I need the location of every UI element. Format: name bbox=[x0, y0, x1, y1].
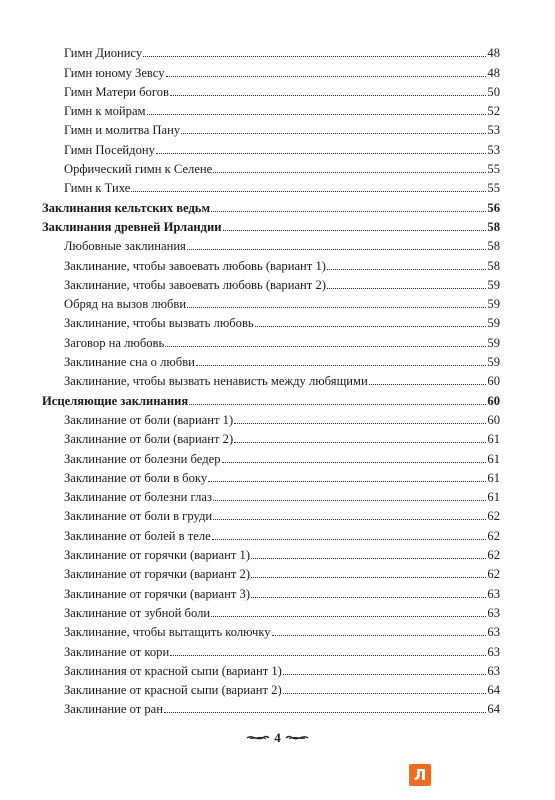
watermark-logo bbox=[409, 764, 431, 786]
toc-entry-title: Заклинание сна о любви bbox=[64, 355, 195, 370]
dot-leader bbox=[143, 56, 486, 57]
toc-entry bbox=[42, 157, 500, 176]
toc-entry-page: 63 bbox=[487, 605, 500, 620]
dot-leader bbox=[234, 442, 486, 443]
toc-section-entry bbox=[42, 388, 500, 407]
toc-entry-title: Гимн к Тихе bbox=[64, 181, 131, 196]
toc-entry bbox=[42, 659, 500, 678]
dot-leader bbox=[251, 577, 486, 578]
toc-entry bbox=[42, 446, 500, 465]
toc-entry-page: 48 bbox=[487, 65, 500, 80]
toc-entry-page: 63 bbox=[487, 625, 500, 640]
toc-entry-title: Заклинания от красной сыпи (вариант 1) bbox=[64, 663, 282, 678]
dot-leader bbox=[327, 269, 486, 270]
toc-entry-title: Гимн Дионису bbox=[64, 46, 143, 61]
dot-leader bbox=[222, 462, 487, 463]
table-of-contents bbox=[42, 41, 500, 716]
toc-entry-title: Заклинание от горячки (вариант 1) bbox=[64, 548, 251, 563]
dot-leader bbox=[255, 326, 487, 327]
toc-entry bbox=[42, 137, 500, 156]
toc-entry-title: Гимн Посейдону bbox=[64, 142, 155, 157]
dot-leader bbox=[213, 500, 486, 501]
toc-entry-page: 63 bbox=[487, 586, 500, 601]
dot-leader bbox=[181, 133, 486, 134]
toc-entry-page: 62 bbox=[487, 567, 500, 582]
toc-entry-title: Заклинание, чтобы вытащить колючку bbox=[64, 625, 271, 640]
dot-leader bbox=[223, 230, 487, 231]
toc-entry-page: 62 bbox=[487, 509, 500, 524]
dot-leader bbox=[165, 346, 486, 347]
toc-entry-page: 61 bbox=[487, 470, 500, 485]
toc-entry-title: Заклинание, чтобы вызвать ненависть между любящими bbox=[64, 374, 368, 389]
toc-entry-title: Заклинание от боли (вариант 1) bbox=[64, 412, 234, 427]
dot-leader bbox=[208, 481, 486, 482]
toc-entry-title: Заклинание от болей в теле bbox=[64, 528, 211, 543]
toc-entry-title: Орфический гимн к Селене bbox=[64, 162, 213, 177]
toc-entry bbox=[42, 485, 500, 504]
page-number: 4 bbox=[274, 730, 281, 745]
toc-entry bbox=[42, 176, 500, 195]
toc-entry-page: 50 bbox=[487, 84, 500, 99]
dot-leader bbox=[170, 655, 486, 656]
dot-leader bbox=[272, 635, 487, 636]
toc-entry bbox=[42, 562, 500, 581]
toc-entry-title: Гимн к мойрам bbox=[64, 104, 146, 119]
dot-leader bbox=[283, 674, 487, 675]
toc-entry-page: 55 bbox=[487, 181, 500, 196]
toc-entry-page: 63 bbox=[487, 663, 500, 678]
toc-entry bbox=[42, 543, 500, 562]
toc-entry-title: Заклинание, чтобы вызвать любовь bbox=[64, 316, 254, 331]
toc-entry bbox=[42, 466, 500, 485]
dot-leader bbox=[147, 114, 487, 115]
toc-entry-page: 58 bbox=[487, 258, 500, 273]
toc-entry bbox=[42, 273, 500, 292]
toc-entry bbox=[42, 601, 500, 620]
toc-entry-page: 59 bbox=[487, 316, 500, 331]
dot-leader bbox=[283, 693, 487, 694]
toc-entry-page: 53 bbox=[487, 142, 500, 157]
toc-entry-title: Заклинание, чтобы завоевать любовь (вариант 1) bbox=[64, 258, 326, 273]
toc-entry-page: 59 bbox=[487, 297, 500, 312]
dot-leader bbox=[251, 558, 486, 559]
toc-entry bbox=[42, 60, 500, 79]
toc-section-entry bbox=[42, 215, 500, 234]
dot-leader bbox=[156, 153, 486, 154]
toc-entry-title: Заклинание от боли в груди bbox=[64, 509, 213, 524]
toc-entry-title: Заклинание от кори bbox=[64, 644, 170, 659]
dot-leader bbox=[189, 404, 486, 405]
toc-entry bbox=[42, 99, 500, 118]
toc-entry-page: 62 bbox=[487, 548, 500, 563]
toc-entry-title: Заклинание от ран bbox=[64, 702, 163, 717]
toc-entry bbox=[42, 620, 500, 639]
toc-entry-page: 64 bbox=[487, 683, 500, 698]
toc-entry-page: 60 bbox=[487, 412, 500, 427]
toc-entry-title: Заклинание от болезни глаз bbox=[64, 490, 212, 505]
toc-entry-title: Гимн Матери богов bbox=[64, 84, 169, 99]
toc-entry-title: Заклинание от горячки (вариант 3) bbox=[64, 586, 251, 601]
watermark-letter: Л bbox=[413, 766, 427, 784]
dot-leader bbox=[327, 288, 486, 289]
dot-leader bbox=[234, 423, 486, 424]
toc-entry-title: Гимн и молитва Пану bbox=[64, 123, 181, 138]
dot-leader bbox=[213, 519, 486, 520]
toc-entry bbox=[42, 581, 500, 600]
dot-leader bbox=[369, 384, 487, 385]
toc-entry bbox=[42, 253, 500, 272]
page-number-ornament bbox=[246, 730, 309, 746]
dot-leader bbox=[196, 365, 487, 366]
toc-entry-page: 52 bbox=[487, 104, 500, 119]
flourish-right-icon bbox=[285, 733, 309, 743]
toc-entry bbox=[42, 234, 500, 253]
toc-entry-page: 48 bbox=[487, 46, 500, 61]
toc-entry-title: Гимн юному Зевсу bbox=[64, 65, 165, 80]
toc-entry-title: Любовные заклинания bbox=[64, 239, 186, 254]
toc-entry bbox=[42, 408, 500, 427]
toc-entry-page: 61 bbox=[487, 432, 500, 447]
toc-entry-page: 53 bbox=[487, 123, 500, 138]
toc-entry bbox=[42, 311, 500, 330]
dot-leader bbox=[211, 211, 486, 212]
toc-entry-title: Заклинания древней Ирландии bbox=[42, 219, 222, 234]
toc-entry-page: 59 bbox=[487, 335, 500, 350]
toc-entry-page: 58 bbox=[487, 219, 500, 234]
toc-entry-title: Заклинание от горячки (вариант 2) bbox=[64, 567, 251, 582]
toc-entry bbox=[42, 678, 500, 697]
toc-entry bbox=[42, 697, 500, 716]
toc-entry-page: 62 bbox=[487, 528, 500, 543]
toc-entry bbox=[42, 41, 500, 60]
toc-entry-page: 56 bbox=[487, 200, 500, 215]
toc-entry-title: Заклинание от боли (вариант 2) bbox=[64, 432, 234, 447]
toc-entry bbox=[42, 427, 500, 446]
toc-entry-page: 59 bbox=[487, 355, 500, 370]
dot-leader bbox=[211, 616, 486, 617]
toc-entry-page: 64 bbox=[487, 702, 500, 717]
toc-entry bbox=[42, 639, 500, 658]
toc-entry bbox=[42, 523, 500, 542]
toc-section-entry bbox=[42, 195, 500, 214]
toc-entry-title: Заклинание от красной сыпи (вариант 2) bbox=[64, 683, 282, 698]
toc-entry-title: Заклинание, чтобы завоевать любовь (вариант 2) bbox=[64, 277, 326, 292]
dot-leader bbox=[212, 539, 487, 540]
toc-entry-title: Заклинание от болезни бедер bbox=[64, 451, 221, 466]
dot-leader bbox=[251, 597, 486, 598]
dot-leader bbox=[131, 191, 486, 192]
toc-entry-title: Исцеляющие заклинания bbox=[42, 393, 189, 408]
toc-entry-page: 60 bbox=[487, 393, 500, 408]
toc-entry bbox=[42, 292, 500, 311]
dot-leader bbox=[166, 76, 487, 77]
toc-entry-title: Заклинание от боли в боку bbox=[64, 470, 208, 485]
flourish-left-icon bbox=[246, 733, 270, 743]
toc-entry bbox=[42, 369, 500, 388]
toc-entry-page: 63 bbox=[487, 644, 500, 659]
dot-leader bbox=[187, 307, 486, 308]
toc-entry-page: 59 bbox=[487, 277, 500, 292]
toc-entry bbox=[42, 330, 500, 349]
toc-entry-title: Заклинания кельтских ведьм bbox=[42, 200, 211, 215]
toc-entry bbox=[42, 80, 500, 99]
toc-entry-page: 61 bbox=[487, 490, 500, 505]
toc-entry-page: 60 bbox=[487, 374, 500, 389]
dot-leader bbox=[170, 95, 486, 96]
page-footer bbox=[0, 728, 555, 748]
toc-entry-title: Обряд на вызов любви bbox=[64, 297, 187, 312]
toc-entry bbox=[42, 504, 500, 523]
dot-leader bbox=[164, 712, 486, 713]
dot-leader bbox=[213, 172, 486, 173]
toc-entry-page: 55 bbox=[487, 162, 500, 177]
toc-entry bbox=[42, 350, 500, 369]
dot-leader bbox=[187, 249, 487, 250]
toc-entry-title: Заклинание от зубной боли bbox=[64, 605, 211, 620]
toc-entry bbox=[42, 118, 500, 137]
toc-entry-page: 61 bbox=[487, 451, 500, 466]
toc-entry-title: Заговор на любовь bbox=[64, 335, 165, 350]
toc-entry-page: 58 bbox=[487, 239, 500, 254]
